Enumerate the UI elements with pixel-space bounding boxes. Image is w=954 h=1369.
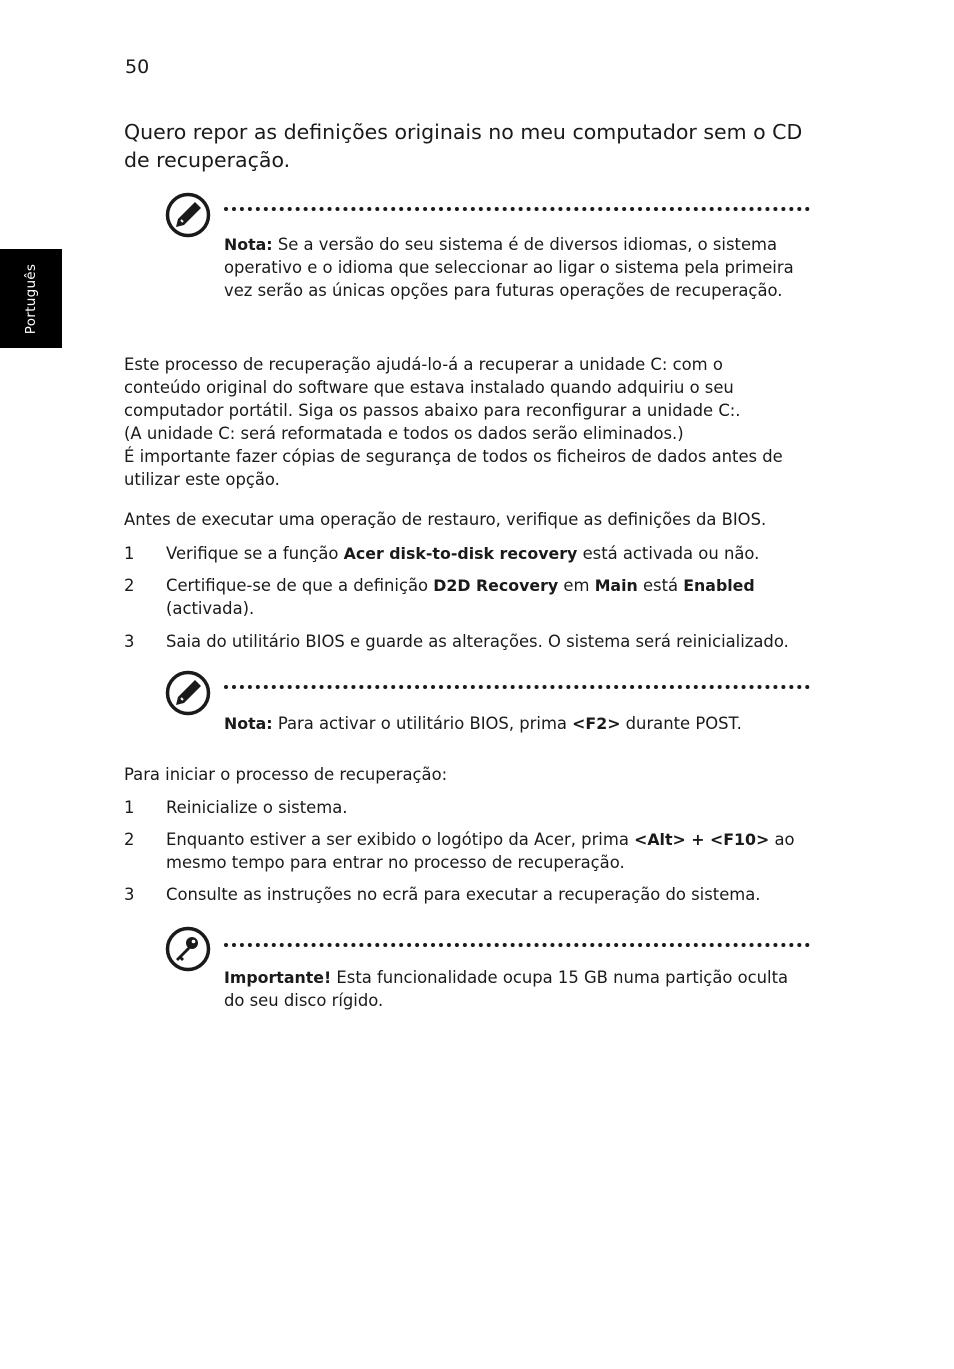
note-divider xyxy=(224,685,810,689)
note-box xyxy=(165,670,810,740)
note-text: Nota: Para activar o utilitário BIOS, prima <F2> durante POST. xyxy=(224,714,742,733)
page-number: 50 xyxy=(125,56,150,78)
recovery-lead: Para iniciar o processo de recuperação: xyxy=(124,765,448,784)
note-text: Nota: Se a versão do seu sistema é de diversos idiomas, o sistema operativo e o idioma que seleccionar ao ligar o sistema pela primeira vez serão as únicas opções para futuras operações de recuperação. xyxy=(224,235,794,300)
bios-lead: Antes de executar uma operação de restauro, verifique as definições da BIOS. xyxy=(124,510,767,529)
important-box xyxy=(165,926,810,1026)
pencil-note-icon xyxy=(165,192,211,238)
language-tab xyxy=(0,249,62,348)
important-text: Importante! Esta funcionalidade ocupa 15 GB numa partição oculta do seu disco rígido. xyxy=(224,968,789,1010)
key-icon xyxy=(165,926,211,972)
note-divider xyxy=(224,207,810,211)
intro-paragraph: Este processo de recuperação ajudá-lo-á a recuperar a unidade C: com o conteúdo original do software que estava instalado quando adquiriu o seu computador portátil. Siga os passos abaixo para reconfigurar a unidade C:. (A unidade C: será reformatada e todos os dados serão eliminados.) É importante fazer cópias de segurança de todos os ficheiros de dados antes de utilizar este opção. xyxy=(124,355,783,489)
language-tab-label: Português xyxy=(23,263,39,335)
note-box xyxy=(165,192,810,332)
pencil-note-icon xyxy=(165,670,211,716)
section-heading: Quero repor as definições originais no meu computador sem o CD de recuperação. xyxy=(124,120,803,172)
note-divider xyxy=(224,943,810,947)
